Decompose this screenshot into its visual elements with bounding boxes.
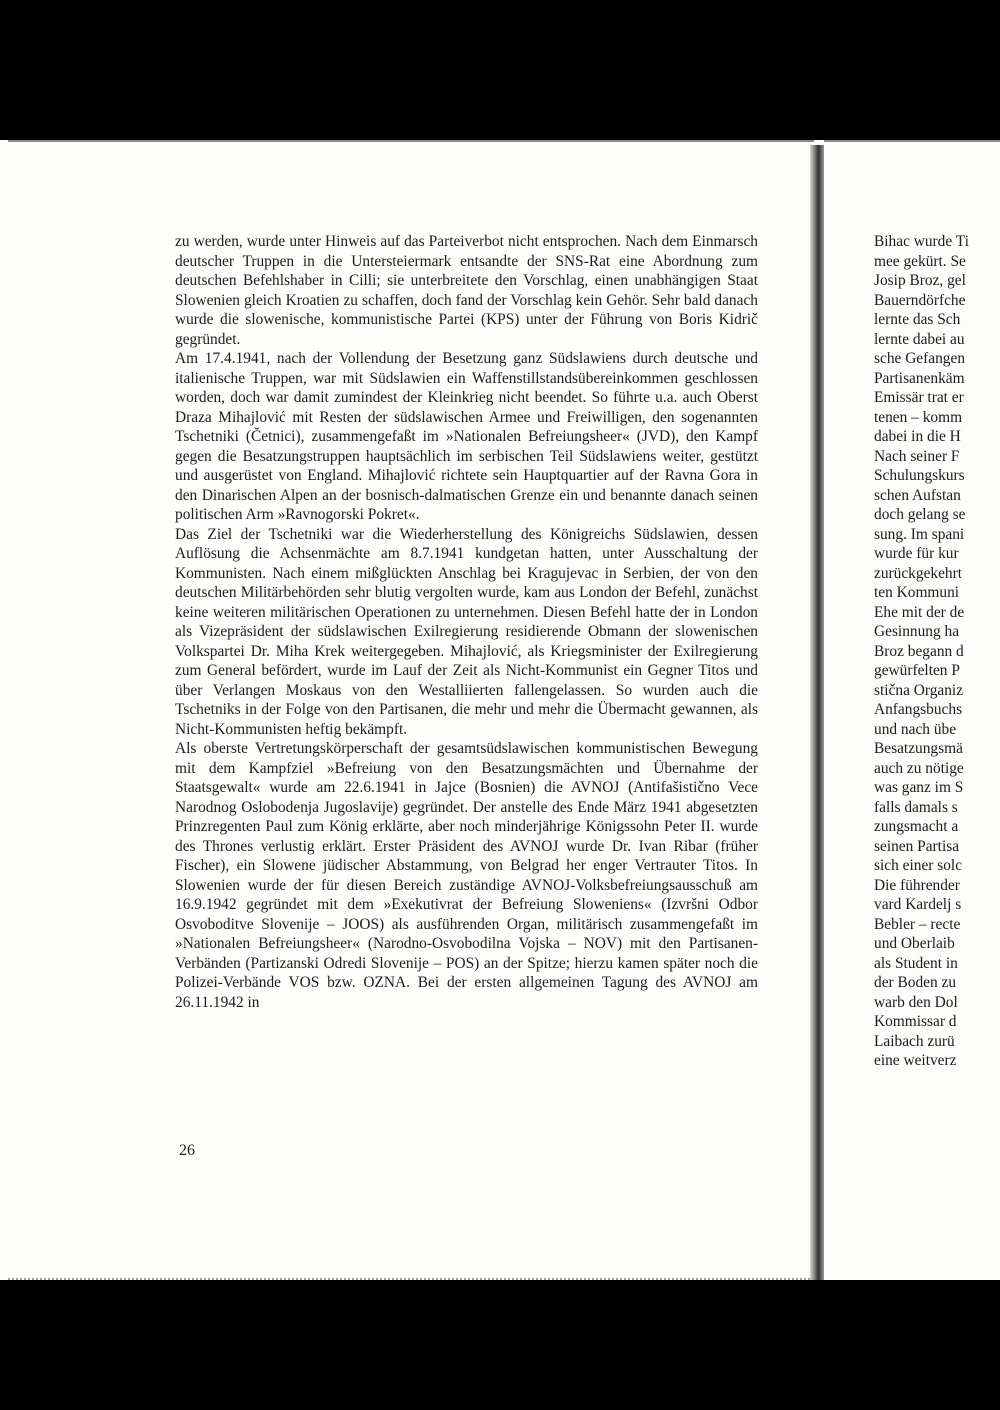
right-page-line: doch gelang se [874, 506, 966, 523]
right-page-line: sung. Im spani [874, 525, 965, 543]
right-page-line: Gesinnung ha [874, 623, 960, 640]
right-page-line: Die führender [874, 876, 960, 894]
right-page-line: zungsmacht a [874, 818, 959, 835]
right-page-line: als Student in [874, 954, 958, 972]
right-page-line: Nach seiner F [874, 447, 960, 465]
right-page-line: lernte das Sch [874, 311, 961, 328]
right-page-line: sche Gefangen [874, 350, 966, 367]
right-page-line: Broz begann d [874, 642, 964, 660]
paragraph: Am 17.4.1941, nach der Vollendung der Besetzung ganz Südslawiens durch deutsche und italienische Truppen, war mit Südslawien ein Waffenstillstandsübereinkommen geschlossen worden, doch war damit zumindest der Kleinkrieg nicht beendet. So führte u.a. auch Oberst Draza Mihajlović mit Resten der südslawischen Armee und Freiwilligen, den sogenannten Tschetniki (Četnici), zusammengefaßt im »Nationalen Befreiungsheer« (JVD), den Kampf gegen die Besatzungstruppen hauptsächlich im serbischen Teil Südslawiens weiter, gestützt und ausgerüstet von England. Mihajlović richtete sein Hauptquartier auf der Ravna Gora in den Dinarischen Alpen an der bosnisch-dalmatischen Grenze ein und benannte danach seinen politischen Arm »Ravnogorski Pokret«. [175, 350, 758, 523]
left-page-body [175, 232, 758, 1012]
right-page-line: Besatzungsmä [874, 740, 963, 757]
right-page-line: Anfangsbuchs [874, 701, 963, 718]
right-page-line: Kommissar d [874, 1013, 957, 1030]
right-page-line: schen Aufstan [874, 486, 961, 504]
right-page-body [874, 232, 1000, 1071]
right-page-line: seinen Partisa [874, 837, 960, 855]
right-page-line: zurückgekehrt [874, 564, 963, 582]
scan-background-top [0, 0, 1000, 60]
right-page-line: eine weitverz [874, 1052, 957, 1069]
right-page-line: und nach übe [874, 720, 957, 738]
right-page-line: Schulungskurs [874, 467, 965, 484]
right-page-line: stična Organiz [874, 681, 964, 699]
paragraph: Das Ziel der Tschetniki war die Wiederherstellung des Königreichs Südslawien, dessen Auflösung die Achsenmächte am 8.7.1941 kundgetan hatten, unter Ausschaltung der Kommunisten. Nach einem mißglückten Anschlag bei Kragujevac in Serbien, der von den deutschen Militärbehörden sehr blutig vergolten wurde, kam aus London der Befehl, zunächst keine weiteren militärischen Operationen zu unternehmen. Diesen Befehl hatte der in London als Vizepräsident der südslawischen Exilregierung residierende Obmann der slowenischen Volkspartei Dr. Miha Krek weitergegeben. Mihajlović, als Kriegsminister der Exilregierung zum General befördert, wurde im Lauf der Zeit als Nicht-Kommunist ein Gegner Titos und über Verlangen Moskaus von den Westalliierten fallengelassen. So wurden auch die Tschetniks in der Folge von den Partisanen, die mehr und mehr die Übermacht gewannen, als Nicht-Kommunisten heftig bekämpft. [175, 525, 758, 738]
paragraph: Als oberste Vertretungskörperschaft der gesamtsüdslawischen kommunistischen Bewegung mit dem Kampfziel »Befreiung von den Besatzungsmächten und Übernahme der Staatsgewalt« wurde am 22.6.1941 in Jajce (Bosnien) die AVNOJ (Antifašistično Vece Narodnog Oslobodenja Jugoslavije) gegründet. Der anstelle des Ende März 1941 abgesetzten Prinzregenten Paul zum König erklärte, aber noch minderjährige Königssohn Peter II. wurde des Thrones verlustig erklärt. Erster Präsident des AVNOJ wurde Dr. Ivan Ribar (früher Fischer), ein Slowene jüdischer Abstammung, von Belgrad her enger Vertrauter Titos. In Slowenien wurde der für diesen Bereich zuständige AVNOJ-Volksbefreiungsausschuß am 16.9.1942 gegründet mit dem »Exekutivrat der Befreiung Sloweniens« (Izvršni Odbor Osvoboditve Slovenije – JOOS) als ausführenden Organ, militärisch zusammengefaßt im »Nationalen Befreiungsheer« (Narodno-Osvobodilna Vojska – NOV) mit den Partisanen-Verbänden (Partizanski Odredi Slovenije – POS) an der Spitze; hierzu kamen später noch die Polizei-Verbände VOS bzw. OZNA. Bei der ersten allgemeinen Tagung des AVNOJ am 26.11.1942 in [175, 740, 758, 1011]
right-page-line: warb den Dol [874, 993, 958, 1011]
right-page-line: Ehe mit der de [874, 603, 965, 621]
right-page-line: Laibach zurü [874, 1032, 955, 1050]
right-page-line: Josip Broz, gel [874, 272, 966, 289]
right-page-line: ten Kommuni [874, 584, 960, 601]
right-page-line: Partisanenkäm [874, 369, 965, 387]
book-gutter [810, 145, 824, 1280]
scan-background-bottom [0, 1280, 1000, 1410]
right-page-line: tenen – komm [874, 408, 963, 426]
right-page-line: was ganz im S [874, 779, 964, 796]
right-page-line: vard Kardelj s [874, 896, 962, 913]
right-page-line: mee gekürt. Se [874, 252, 966, 270]
right-page-line: sich einer solc [874, 857, 963, 874]
right-page-line: Emissär trat er [874, 389, 964, 406]
right-page-line: wurde für kur [874, 545, 959, 562]
right-page-line: Bauerndörfche [874, 291, 966, 309]
right-page-line: gewürfelten P [874, 662, 960, 679]
right-page-line: und Oberlaib [874, 935, 955, 952]
right-page-line: lernte dabei au [874, 330, 965, 348]
paragraph: zu werden, wurde unter Hinweis auf das Parteiverbot nicht entsprochen. Nach dem Einmarsch deutscher Truppen in die Untersteiermark entsandte der SNS-Rat eine Abordnung zum deutschen Befehlshaber in Cilli; sie unterbreitete den Vorschlag, einen unabhängigen Staat Slowenien gleich Kroatien zu schaffen, doch fand der Vorschlag kein Gehör. Sehr bald danach wurde die slowenische, kommunistische Partei (KPS) unter der Führung von Boris Kidrič gegründet. [175, 233, 758, 348]
page-number: 26 [179, 1142, 195, 1159]
right-page-line: Bihac wurde Ti [874, 233, 969, 250]
right-page-line: der Boden zu [874, 974, 957, 991]
right-page-line: falls damals s [874, 798, 958, 816]
right-page-line: Bebler – recte [874, 915, 961, 933]
right-page-line: dabei in die H [874, 428, 961, 445]
right-page-line: auch zu nötige [874, 759, 964, 777]
